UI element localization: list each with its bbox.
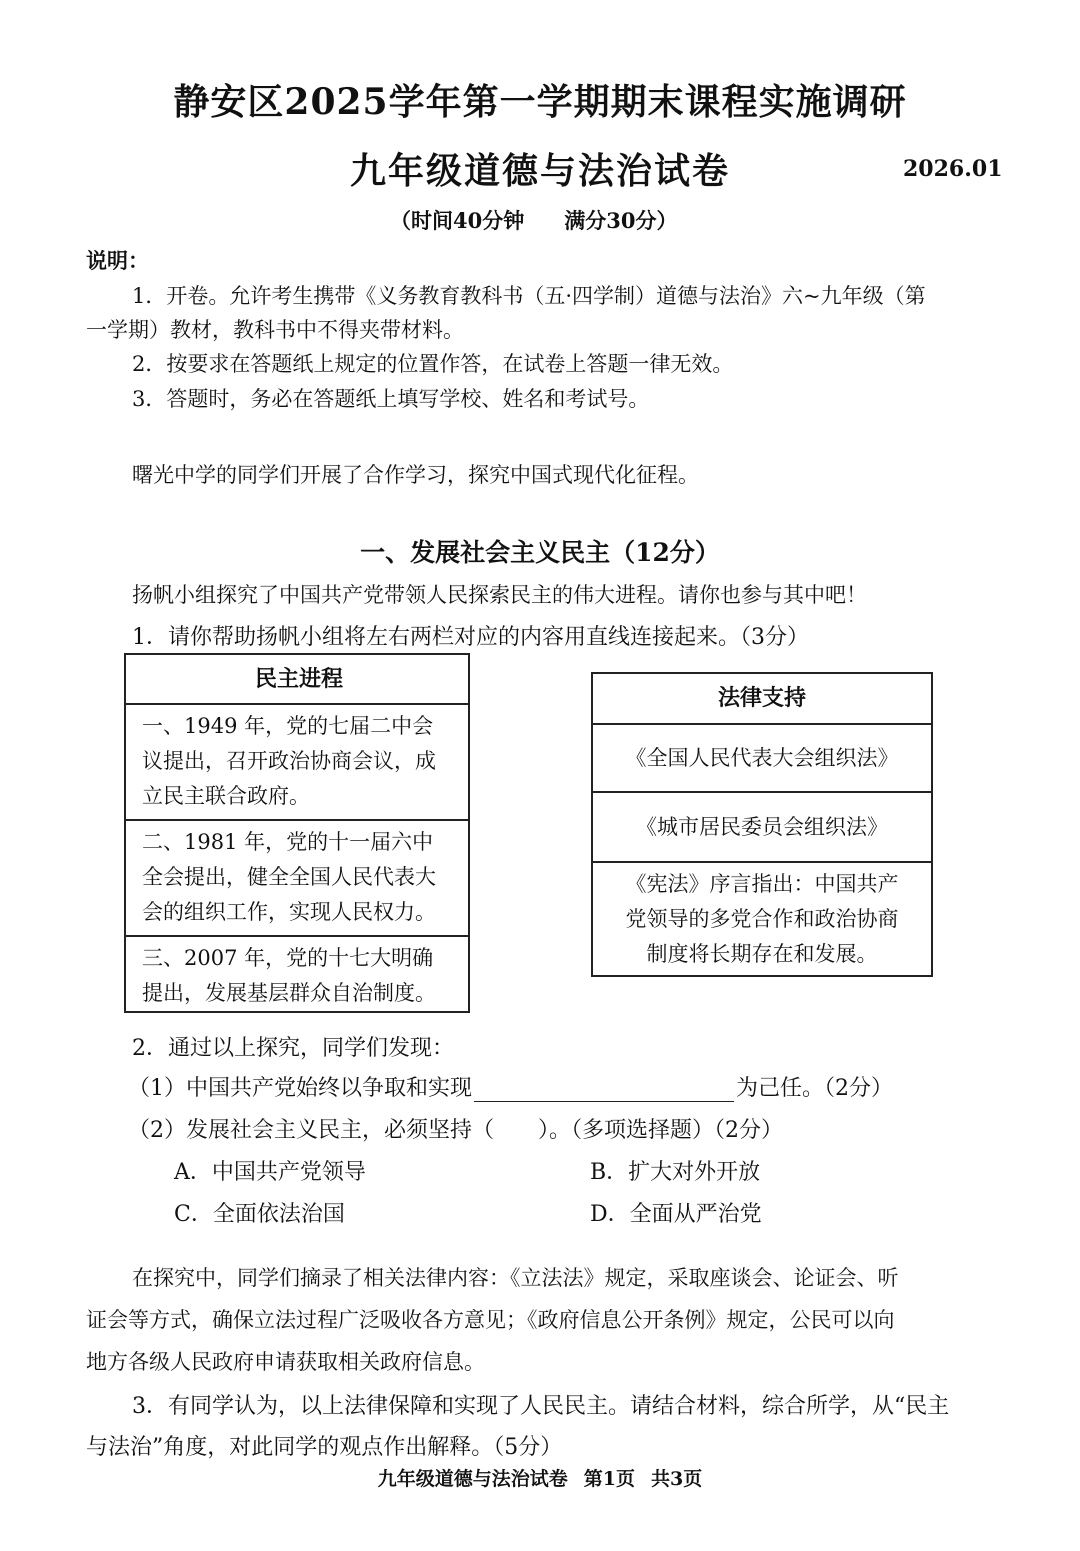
question-2-1 (128, 1071, 893, 1102)
material-line-2: 证会等方式，确保立法过程广泛吸收各方意见；《政府信息公开条例》规定，公民可以向 (86, 1308, 895, 1332)
left-row3-line1: 三、2007 年，党的十七大明确 (142, 946, 434, 970)
option-b[interactable]: B．扩大对外开放 (590, 1160, 761, 1185)
footer-page-number: 第1页 (583, 1468, 635, 1490)
option-d[interactable]: D．全面从严治党 (590, 1202, 762, 1227)
note-line-4: 3．答题时，务必在答题纸上填写学校、姓名和考试号。 (132, 387, 650, 411)
q2-2-suffix: ）。（多项选择题）（2分） (538, 1118, 783, 1143)
option-c[interactable]: C．全面依法治国 (174, 1202, 345, 1227)
right-table-legal-support (591, 672, 933, 977)
left-table-row-3[interactable] (126, 935, 468, 1011)
note-line-2: 一学期）教材，教科书中不得夹带材料。 (86, 318, 464, 342)
right-row3-line2: 党领导的多党合作和政治协商 (625, 907, 899, 931)
left-row1-line2: 议提出，召开政治协商会议，成 (142, 749, 436, 773)
left-table-democracy-process (124, 653, 470, 1013)
right-table-header: 法律支持 (717, 685, 806, 711)
left-row2-line2: 全会提出，健全全国人民代表大 (142, 865, 436, 889)
question-2: 2．通过以上探究，同学们发现： (132, 1036, 454, 1061)
notes-heading: 说明： (86, 248, 149, 273)
left-table-header: 民主进程 (254, 666, 343, 692)
exam-title-line2: 九年级道德与法治试卷 (349, 150, 730, 192)
question-1: 1．请你帮助扬帆小组将左右两栏对应的内容用直线连接起来。（3分） (132, 625, 809, 650)
left-table-row-2[interactable] (126, 819, 468, 935)
note-line-1: 1．开卷。允许考生携带《义务教育教科书（五·四学制）道德与法治》六~九年级（第 (132, 284, 926, 308)
right-row1-line1: 《全国人民代表大会组织法》 (625, 746, 899, 770)
right-table-row-1[interactable] (593, 723, 931, 791)
right-row3-line3: 制度将长期存在和发展。 (646, 942, 878, 966)
q2-2-prefix: （2）发展社会主义民主，必须坚持（ (128, 1118, 494, 1143)
exam-title-line1: 静安区2025学年第一学期期末课程实施调研 (173, 81, 907, 123)
exam-score: 满分30分） (564, 208, 678, 233)
section1-lead: 扬帆小组探究了中国共产党带领人民探索民主的伟大进程。请你也参与其中吧！ (132, 583, 867, 607)
exam-time: （时间40分钟 (390, 208, 525, 233)
right-row3-line1: 《宪法》序言指出：中国共产 (625, 872, 899, 896)
question-3-line2: 与法治”角度，对此同学的观点作出解释。（5分） (86, 1435, 563, 1460)
question-3-line1: 3．有同学认为，以上法律保障和实现了人民民主。请结合材料，综合所学，从“民主 (132, 1394, 950, 1419)
left-row1-line1: 一、1949 年，党的七届二中会 (142, 714, 434, 738)
left-row2-line1: 二、1981 年，党的十一届六中 (142, 830, 434, 854)
exam-date: 2026.01 (903, 156, 1003, 182)
right-table-row-3[interactable] (593, 861, 931, 975)
note-line-3: 2．按要求在答题纸上规定的位置作答，在试卷上答题一律无效。 (132, 352, 734, 376)
left-row1-line3: 立民主联合政府。 (142, 784, 310, 808)
left-row2-line3: 会的组织工作，实现人民权力。 (142, 900, 436, 924)
q2-1-prefix: （1）中国共产党始终以争取和实现 (128, 1076, 472, 1101)
page-footer (0, 1464, 1080, 1491)
question-2-2 (128, 1113, 783, 1144)
q2-1-suffix: 为己任。（2分） (736, 1076, 893, 1101)
option-a[interactable]: A．中国共产党领导 (174, 1160, 366, 1185)
right-table-row-2[interactable] (593, 791, 931, 861)
left-table-row-1[interactable] (126, 703, 468, 819)
left-row3-line2: 提出，发展基层群众自治制度。 (142, 981, 436, 1005)
q2-1-answer-blank[interactable] (474, 1079, 734, 1102)
footer-exam-name: 九年级道德与法治试卷 (377, 1468, 568, 1490)
footer-total-pages: 共3页 (651, 1468, 703, 1490)
right-row2-line1: 《城市居民委员会组织法》 (636, 815, 888, 839)
exam-time-score (390, 205, 677, 235)
intro-text: 曙光中学的同学们开展了合作学习，探究中国式现代化征程。 (132, 463, 699, 487)
section1-title: 一、发展社会主义民主（12分） (360, 538, 720, 567)
material-line-3: 地方各级人民政府申请获取相关政府信息。 (86, 1350, 485, 1374)
material-line-1: 在探究中，同学们摘录了相关法律内容：《立法法》规定，采取座谈会、论证会、听 (132, 1266, 899, 1290)
